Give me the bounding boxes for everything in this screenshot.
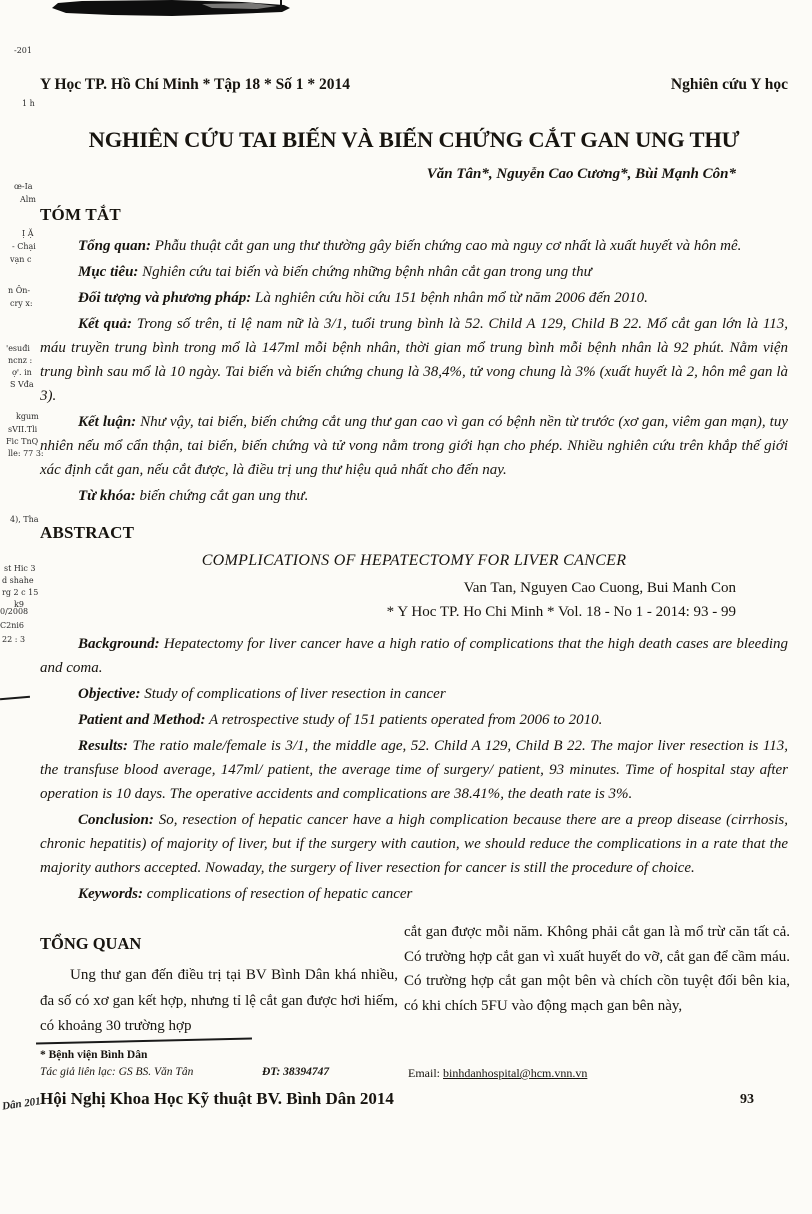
abstract-paragraph	[40, 286, 788, 310]
abstract-paragraph	[40, 708, 788, 732]
scan-tick-artifact	[280, 0, 282, 11]
abstract-paragraph	[40, 734, 788, 806]
english-title: COMPLICATIONS OF HEPATECTOMY FOR LIVER CANCER	[201, 552, 627, 569]
paragraph-text: The ratio male/female is 3/1, the middle age, 52. Child A 129, Child B 22. The major liver resection is 113, the transfuse blood average, 147ml/ patient, the average time of surgery/ patient, 93 minutes. Time of hospital stay after operation is 10 days. The operative accidents and complications are 38.41%, the death rate is 3%.	[40, 738, 788, 802]
margin-fragment: œ-Ia	[14, 182, 33, 191]
paragraph-text: Hepatectomy for liver cancer have a high ratio of complications that the high death cases are bleeding and coma.	[40, 636, 788, 676]
margin-fragment: 1 h	[22, 99, 35, 108]
abstract-paragraph	[40, 312, 788, 408]
paper-title: NGHIÊN CỨU TAI BIẾN VÀ BIẾN CHỨNG CẮT GAN UNG THƯ	[88, 127, 740, 152]
paragraph-text: biến chứng cắt gan ung thư.	[135, 488, 309, 504]
corresponding-author: Tác giả liên lạc: GS BS. Văn Tân	[40, 1066, 194, 1078]
paragraph-label: Đối tượng và phương pháp:	[78, 290, 252, 306]
paragraph-label: Từ khóa:	[78, 488, 136, 504]
abstract-paragraph	[40, 682, 788, 706]
section-name: Nghiên cứu Y học	[670, 76, 788, 93]
margin-fragment: kgum	[16, 412, 39, 421]
paragraph-text: Trong số trên, tỉ lệ nam nữ là 3/1, tuổi trung bình là 52. Child A 129, Child B 22. Mổ cắt gan lớn là 113, máu truyền trung bình trong mổ là 147ml mỗi bệnh nhân, thời gian mổ trung bình mỗi bệnh nhân là 92 phút. Nằm viện trung bình sau mổ là 10 ngày. Tai biến và biến chứng chung là 38,4%, tử vong chung là 3% (xuất huyết là 2, hôn mê gan là 3).	[40, 316, 788, 404]
paragraph-label: Background:	[78, 636, 160, 652]
margin-fragment: k9	[14, 600, 24, 609]
margin-fragment: 22 : 3	[2, 635, 26, 644]
margin-fragment: cry x:	[10, 299, 33, 308]
margin-fragment: - Chại	[12, 242, 36, 251]
margin-fragment: vạn c	[10, 255, 32, 264]
vietnamese-abstract	[40, 234, 788, 510]
paragraph-label: Keywords:	[78, 886, 143, 902]
margin-fragment-bottom: Dân 201	[1, 1095, 42, 1113]
abstract-paragraph	[40, 260, 788, 284]
paper-authors: Văn Tân*, Nguyễn Cao Cương*, Bùi Mạnh Côn*	[426, 166, 736, 182]
abstract-paragraph	[40, 410, 788, 482]
margin-fragment: st Hic 3	[4, 564, 36, 573]
tong-quan-heading: TỔNG QUAN	[40, 934, 142, 953]
email-line	[408, 1066, 587, 1081]
paragraph-label: Conclusion:	[78, 812, 154, 828]
tom-tat-heading: TÓM TẮT	[40, 205, 121, 224]
paragraph-label: Patient and Method:	[78, 712, 206, 728]
phone-number: ĐT: 38394747	[262, 1066, 330, 1078]
margin-fragment: lle: 77 3:	[8, 449, 44, 458]
margin-fragment: Alm	[20, 195, 36, 204]
running-header	[40, 76, 788, 94]
affiliation-footnote: * Bệnh viện Bình Dân	[40, 1049, 148, 1061]
margin-fragment: Ị Ặ	[22, 229, 34, 238]
margin-fragment: n Ôn-	[8, 286, 31, 295]
abstract-paragraph	[40, 484, 788, 508]
paragraph-text: Phẫu thuật cắt gan ung thư thường gây biến chứng cao mà nguy cơ nhất là xuất huyết và hôn mê.	[150, 238, 742, 254]
paragraph-text: complications of resection of hepatic cancer	[143, 886, 413, 902]
journal-name: Y Học TP. Hồ Chí Minh * Tập 18 * Số 1 * 2014	[40, 76, 351, 93]
abstract-paragraph	[40, 882, 788, 906]
abstract-paragraph	[40, 808, 788, 880]
paragraph-text: Là nghiên cứu hồi cứu 151 bệnh nhân mổ từ năm 2006 đến 2010.	[251, 290, 648, 306]
scan-smear-artifact	[52, 0, 292, 20]
paragraph-label: Objective:	[78, 686, 141, 702]
paragraph-text: Study of complications of liver resection in cancer	[140, 686, 446, 702]
english-authors: Van Tan, Nguyen Cao Cuong, Bui Manh Con	[463, 580, 736, 596]
paragraph-label: Tổng quan:	[78, 238, 151, 254]
margin-fragment: -201	[14, 46, 32, 55]
paragraph-label: Kết luận:	[78, 414, 137, 430]
citation-line: * Y Hoc TP. Ho Chi Minh * Vol. 18 - No 1 - 2014: 93 - 99	[386, 604, 736, 620]
margin-fragment: S Vđa	[10, 380, 34, 389]
paragraph-text: So, resection of hepatic cancer have a high complication because there are a preop disease (cirrhosis, chronic hepatitis) of majority of liver, but if the surgery with caution, we should reduce the complications in a rate that the majority authors accepted. Nowaday, the surgery of liver resection for cancer is still the procedure of choice.	[40, 812, 788, 876]
margin-fragment: ợ'. in	[12, 368, 32, 377]
paragraph-label: Kết quả:	[78, 316, 132, 332]
margin-fragment: ncnz :	[8, 356, 33, 365]
margin-fragment: 0/2008	[0, 607, 29, 616]
margin-fragment: d shahe	[2, 576, 34, 585]
margin-fragment: 'esuđi	[6, 344, 30, 353]
intro-left-column: Ung thư gan đến điều trị tại BV Bình Dân khá nhiều, đa số có xơ gan kết hợp, nhưng tỉ lệ cắt gan được hơi hiếm, có khoảng 30 trường hợp	[40, 967, 398, 1034]
paragraph-label: Results:	[78, 738, 129, 754]
abstract-paragraph	[40, 632, 788, 680]
paragraph-text: Nghiên cứu tai biến và biến chứng những bệnh nhân cắt gan trong ung thư	[138, 264, 592, 280]
paragraph-label: Mục tiêu:	[78, 264, 139, 280]
email-label: Email:	[408, 1066, 443, 1080]
paragraph-text: Như vậy, tai biến, biến chứng cắt ung thư gan cao vì gan có bệnh nền từ trước (xơ gan, viêm gan mạn), tuy nhiên nếu mổ cẩn thận, tai biến, biến chứng và tử vong nằm trong giới hạn cho phép. Nhiều nghiên cứu trên khắp thế giới xác định cắt gan, nếu cắt được, là điều trị ung thư hiệu quả nhất cho đến nay.	[40, 414, 788, 478]
conference-footer: Hội Nghị Khoa Học Kỹ thuật BV. Bình Dân 2014	[40, 1089, 394, 1108]
abstract-paragraph	[40, 234, 788, 258]
margin-fragment: C2ni6	[0, 621, 25, 630]
margin-fragment: 4), Tha	[10, 515, 39, 524]
margin-fragment: rg 2 c 15	[2, 588, 39, 597]
intro-right-column: cắt gan được mỗi năm. Không phải cắt gan là mổ trừ căn tất cả. Có trường hợp cắt gan vì xuất huyết do vỡ, cắt gan để cầm máu. Có trường hợp cắt gan một bên và chích cồn tuyệt đối bên kia, có khi chích 5FU vào động mạch gan bên này,	[404, 924, 790, 1014]
english-abstract	[40, 632, 788, 908]
edge-dash-artifact	[0, 696, 30, 701]
margin-fragment: sVII.Tli	[8, 425, 38, 434]
paragraph-text: A retrospective study of 151 patients operated from 2006 to 2010.	[205, 712, 603, 728]
page-number: 93	[740, 1092, 754, 1107]
email-link[interactable]: binhdanhospital@hcm.vnn.vn	[443, 1066, 588, 1080]
abstract-heading: ABSTRACT	[40, 523, 135, 542]
margin-fragment: Fic TnQ	[6, 437, 39, 446]
